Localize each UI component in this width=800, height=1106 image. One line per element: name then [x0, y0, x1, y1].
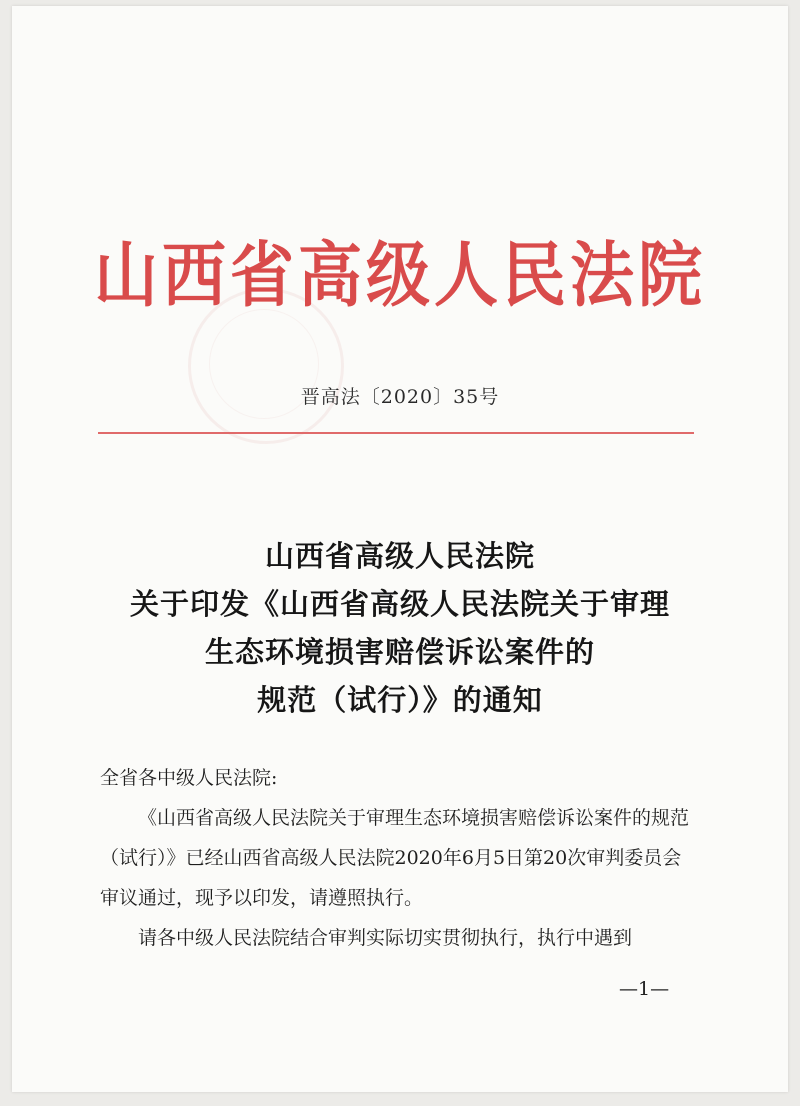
document-title: [12, 532, 788, 724]
title-line: 关于印发《山西省高级人民法院关于审理: [129, 587, 670, 621]
title-line: 生态环境损害赔偿诉讼案件的: [204, 635, 595, 669]
document-number: 晋高法〔2020〕35号: [300, 386, 500, 408]
page-number: —1—: [619, 978, 670, 1000]
title-line: 规范（试行）》的通知: [257, 683, 543, 717]
red-header-org-name: 山西省高级人民法院: [94, 234, 706, 318]
red-separator-line: [98, 432, 694, 434]
body-paragraph: 请各中级人民法院结合审判实际切实贯彻执行，执行中遇到: [138, 927, 633, 949]
title-line: 山西省高级人民法院: [264, 539, 535, 573]
document-body: [100, 758, 700, 958]
salutation: 全省各中级人民法院:: [100, 767, 278, 789]
body-paragraph: 《山西省高级人民法院关于审理生态环境损害赔偿诉讼案件的规范（试行）》已经山西省高级人民法院2020年6月5日第20次审判委员会审议通过，现予以印发，请遵照执行。: [100, 807, 690, 909]
document-page: [12, 6, 788, 1092]
